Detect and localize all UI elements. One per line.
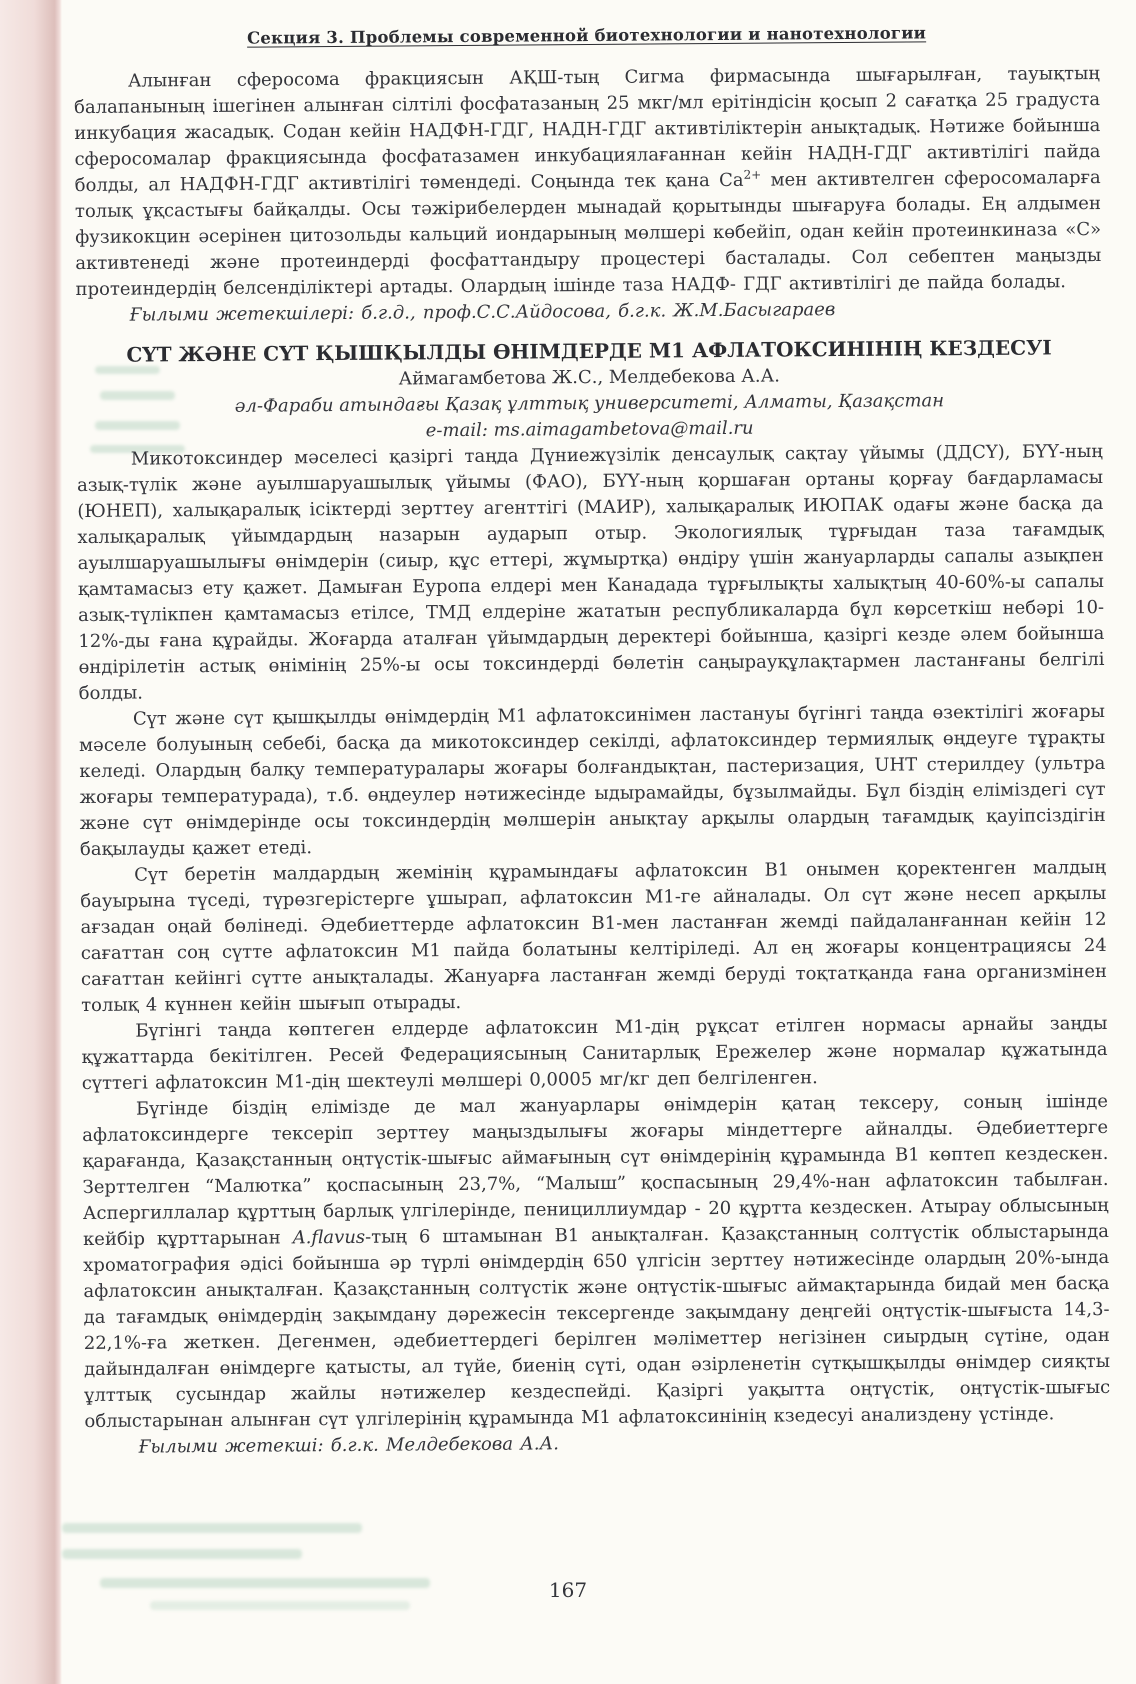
article-paragraph-1: Микотоксиндер мәселесі қазіргі таңда Дүниежүзілік денсаулық сақтау үйымы (ДДСҮ), БҮҮ-ның азық-түлік және ауылшаруашылық үйымы (ФАО), БҮҮ-ның қоршаған ортаны қорғау бағдарламасы (ЮНЕП), халықаралық ісіктерді зерттеу агенттігі (МАИР), халықаралық ИЮПАК одағы және басқа да халықаралық үйымдардың назарын аударып отыр. Экологиялық тұрғыдан таза тағамдық ауылшаруашылығы өнімдерін (сиыр, құс еттері, жұмыртқа) өндіру үшін жануарларды сапалы азықпен қамтамасыз ету қажет. Дамыған Еуропа елдері мен Канадада тұрғылықты халықтың 40-60%-ы сапалы азық-түлікпен қамтамасыз етілсе, ТМД елдеріне жататын республикаларда бұл көрсеткіш небәрі 10-12%-ды ғана құрайды. Жоғарда аталған үйымдардың деректері бойынша, қазіргі кезде әлем бойынша өндірілетін астық өнімінің 25%-ы осы токсиндерді бөлетін саңырауқұлақтармен ластанғаны белгілі болды. xyxy=(77,440,1105,705)
scan-edge-strip xyxy=(0,0,62,1684)
article-paragraph-5-text-1: Бүгінде біздің елімізде де мал жануарлары өнімдерін қатаң тексеру, соның ішінде афлатоксиндерге тексеріп зерттеу маңыздылығы жоғары міндеттерге айналды. Әдебиеттерге қарағанда, Қазақстанның оңтүстік-шығыс аймағының сүт өнімдерінің құрамында В1 көптеп кездескен. Зерттелген “Малютка” қоспасының 23,7%, “Малыш” қоспасының 29,4%-нан афлатоксин табылған. Аспергиллалар құрттың барлық үлгілерінде, пенициллиумдар - 20 құртта кездескен. Атырау облысының кейбір құрттарынан xyxy=(82,1090,1109,1251)
article-paragraph-5-text-2: -тың 6 штамынан В1 анықталған. Қазақстанның солтүстік облыстарында хроматография әдісі бойынша әр түрлі өнімдердің 650 үлгісін зерттеу нәтижесінде олардың 20%-ында афлатоксин анықталған. Қазақстанның солтүстік және оңтүстік-шығыс аймақтарында бидай мен басқа да тағамдық өнімдердің зақымдану дәрежесін тексергенде зақымдану деңгейі оңтүстік-шығыста 14,3-22,1%-ға жеткен. Дегенмен, әдебиеттердегі берілген мәліметтер негізінен сиырдың сүтіне, одан дайындалған өнімдерге қатысты, ал түйе, биенің сүті, одан әзірленетін сүтқышқылды өнімдер сияқты ұлттық сусындар жайлы нәтижелер кездеспейді. Қазіргі уақытта оңтүстік, оңтүстік-шығыс облыстарынан алынған сүт үлгілерінің құрамында М1 афлатоксинінің кзедесуі анализдену үстінде. xyxy=(83,1220,1111,1433)
article-title: СҮТ ЖӘНЕ СҮТ ҚЫШҚЫЛДЫ ӨНІМДЕРДЕ М1 АФЛАТОКСИНІНІҢ КЕЗДЕСУІ xyxy=(126,335,1052,367)
bleedthrough-mark xyxy=(62,1549,302,1559)
article-paragraph-4: Бүгінгі таңда көптеген елдерде афлатоксин М1-дің рұқсат етілген нормасы арнайы заңды құжаттарда бекітілген. Ресей Федерациясының Санитарлық Ережелер және нормалар құжатында сүттегі афлатоксин М1-дің шектеулі мөлшері 0,0005 мг/кг деп белгіленген. xyxy=(81,1012,1108,1095)
article-email: e-mail: ms.aimagambetova@mail.ru xyxy=(425,417,754,442)
article-supervisor: Ғылыми жетекші: б.г.к. Мелдебекова А.А. xyxy=(138,1433,560,1458)
previous-article-text-2: мен активтелген сферосомаларға толық ұқсастығы байқалды. Осы тәжірибелерден мынадай қорытынды шығаруға болады. Ең алдымен фузикокцин әсерінен цитозольды кальций иондарының мөлшері көбейіп, одан кейін протеинкиназа «С» активтенеді және протеиндерді фосфаттандыру процестері басталады. Сол себептен маңызды протеиндердің белсенділіктері артады. Олардың ішінде таза НАДФ- ГДГ активтілігі де пайда болады. xyxy=(74,166,1102,301)
page-number: 167 xyxy=(548,1578,588,1602)
previous-article-text-1: Алынған сферосома фракциясын АҚШ-тың Сигма фирмасында шығарылған, тауықтың балапанының ішегінен алынған сілтілі фосфатазаның 25 мкг/мл ерітіндісін қосып 2 сағатқа 25 градуста инкубация жасадық. Содан кейін НАДФН-ГДГ, НАДН-ГДГ активтіліктерін анықтадық. Нәтиже бойынша сферосомалар фракциясында фосфатазамен инкубациялағаннан кейін НАДН-ГДГ активтілігі пайда болды, ал НАДФН-ГДГ активтілігі төмендеді. Соңында тек қана Са xyxy=(74,62,1101,197)
section-header-text: Секция 3. Проблемы современной биотехнологии и нанотехнологии xyxy=(246,23,927,48)
bleedthrough-mark xyxy=(150,1601,410,1610)
bleedthrough-mark xyxy=(62,1523,362,1533)
section-header xyxy=(74,22,1100,49)
calcium-superscript: 2+ xyxy=(743,167,762,182)
page-content xyxy=(74,22,1111,1461)
previous-article-paragraph xyxy=(74,61,1102,303)
article-paragraph-3: Сүт беретін малдардың жемінің құрамындағы афлатоксин В1 онымен қоректенген малдың бауырына түседі, түрөзгерістерге ұшырап, афлатоксин М1-ге айналады. Ол сүт және несеп арқылы ағзадан оңай бөлінеді. Әдебиеттерде афлатоксин В1-мен ластанған жемді пайдаланғаннан кейін 12 сағаттан соң сүтте афлатоксин М1 пайда болатыны келтіріледі. Ал ең жоғары концентрациясы 24 сағаттан кейінгі сүтте анықталады. Жануарға ластанған жемді беруді тоқтатқанда ғана организмінен толық 4 күннен кейін шығып отырады. xyxy=(80,856,1108,1017)
article-paragraph-2: Сүт және сүт қышқылды өнімдердің М1 афлатоксинімен ластануы бүгінгі таңда өзектілігі жоғары мәселе болуының себебі, басқа да микотоксиндер секілді, афлатоксиндер термиялық өңдеуге тұрақты келеді. Олардың балқу температуралары жоғары болғандықтан, пастеризация, UHT стерилдеу (ультра жоғары температурада), т.б. өңдеулер нәтижесінде ыдырамайды, бұзылмайды. Бұл біздің еліміздегі сүт және сүт өнімдерінде осы токсиндердің мөлшерін анықтау арқылы олардың тағамдық қауіпсіздігін бақылауды қажет етеді. xyxy=(79,700,1106,861)
article-authors: Аймагамбетова Ж.С., Мелдебекова А.А. xyxy=(398,365,781,390)
article-affiliation: әл-Фараби атындағы Қазақ ұлттық университеті, Алматы, Қазақстан xyxy=(234,390,945,417)
article-paragraph-5 xyxy=(82,1089,1111,1435)
previous-article-supervisors: Ғылыми жетекшілері: б.г.д., проф.С.С.Айдосова, б.г.к. Ж.М.Басыгараев xyxy=(129,299,836,326)
species-name-italic: A.flavus xyxy=(292,1226,366,1249)
